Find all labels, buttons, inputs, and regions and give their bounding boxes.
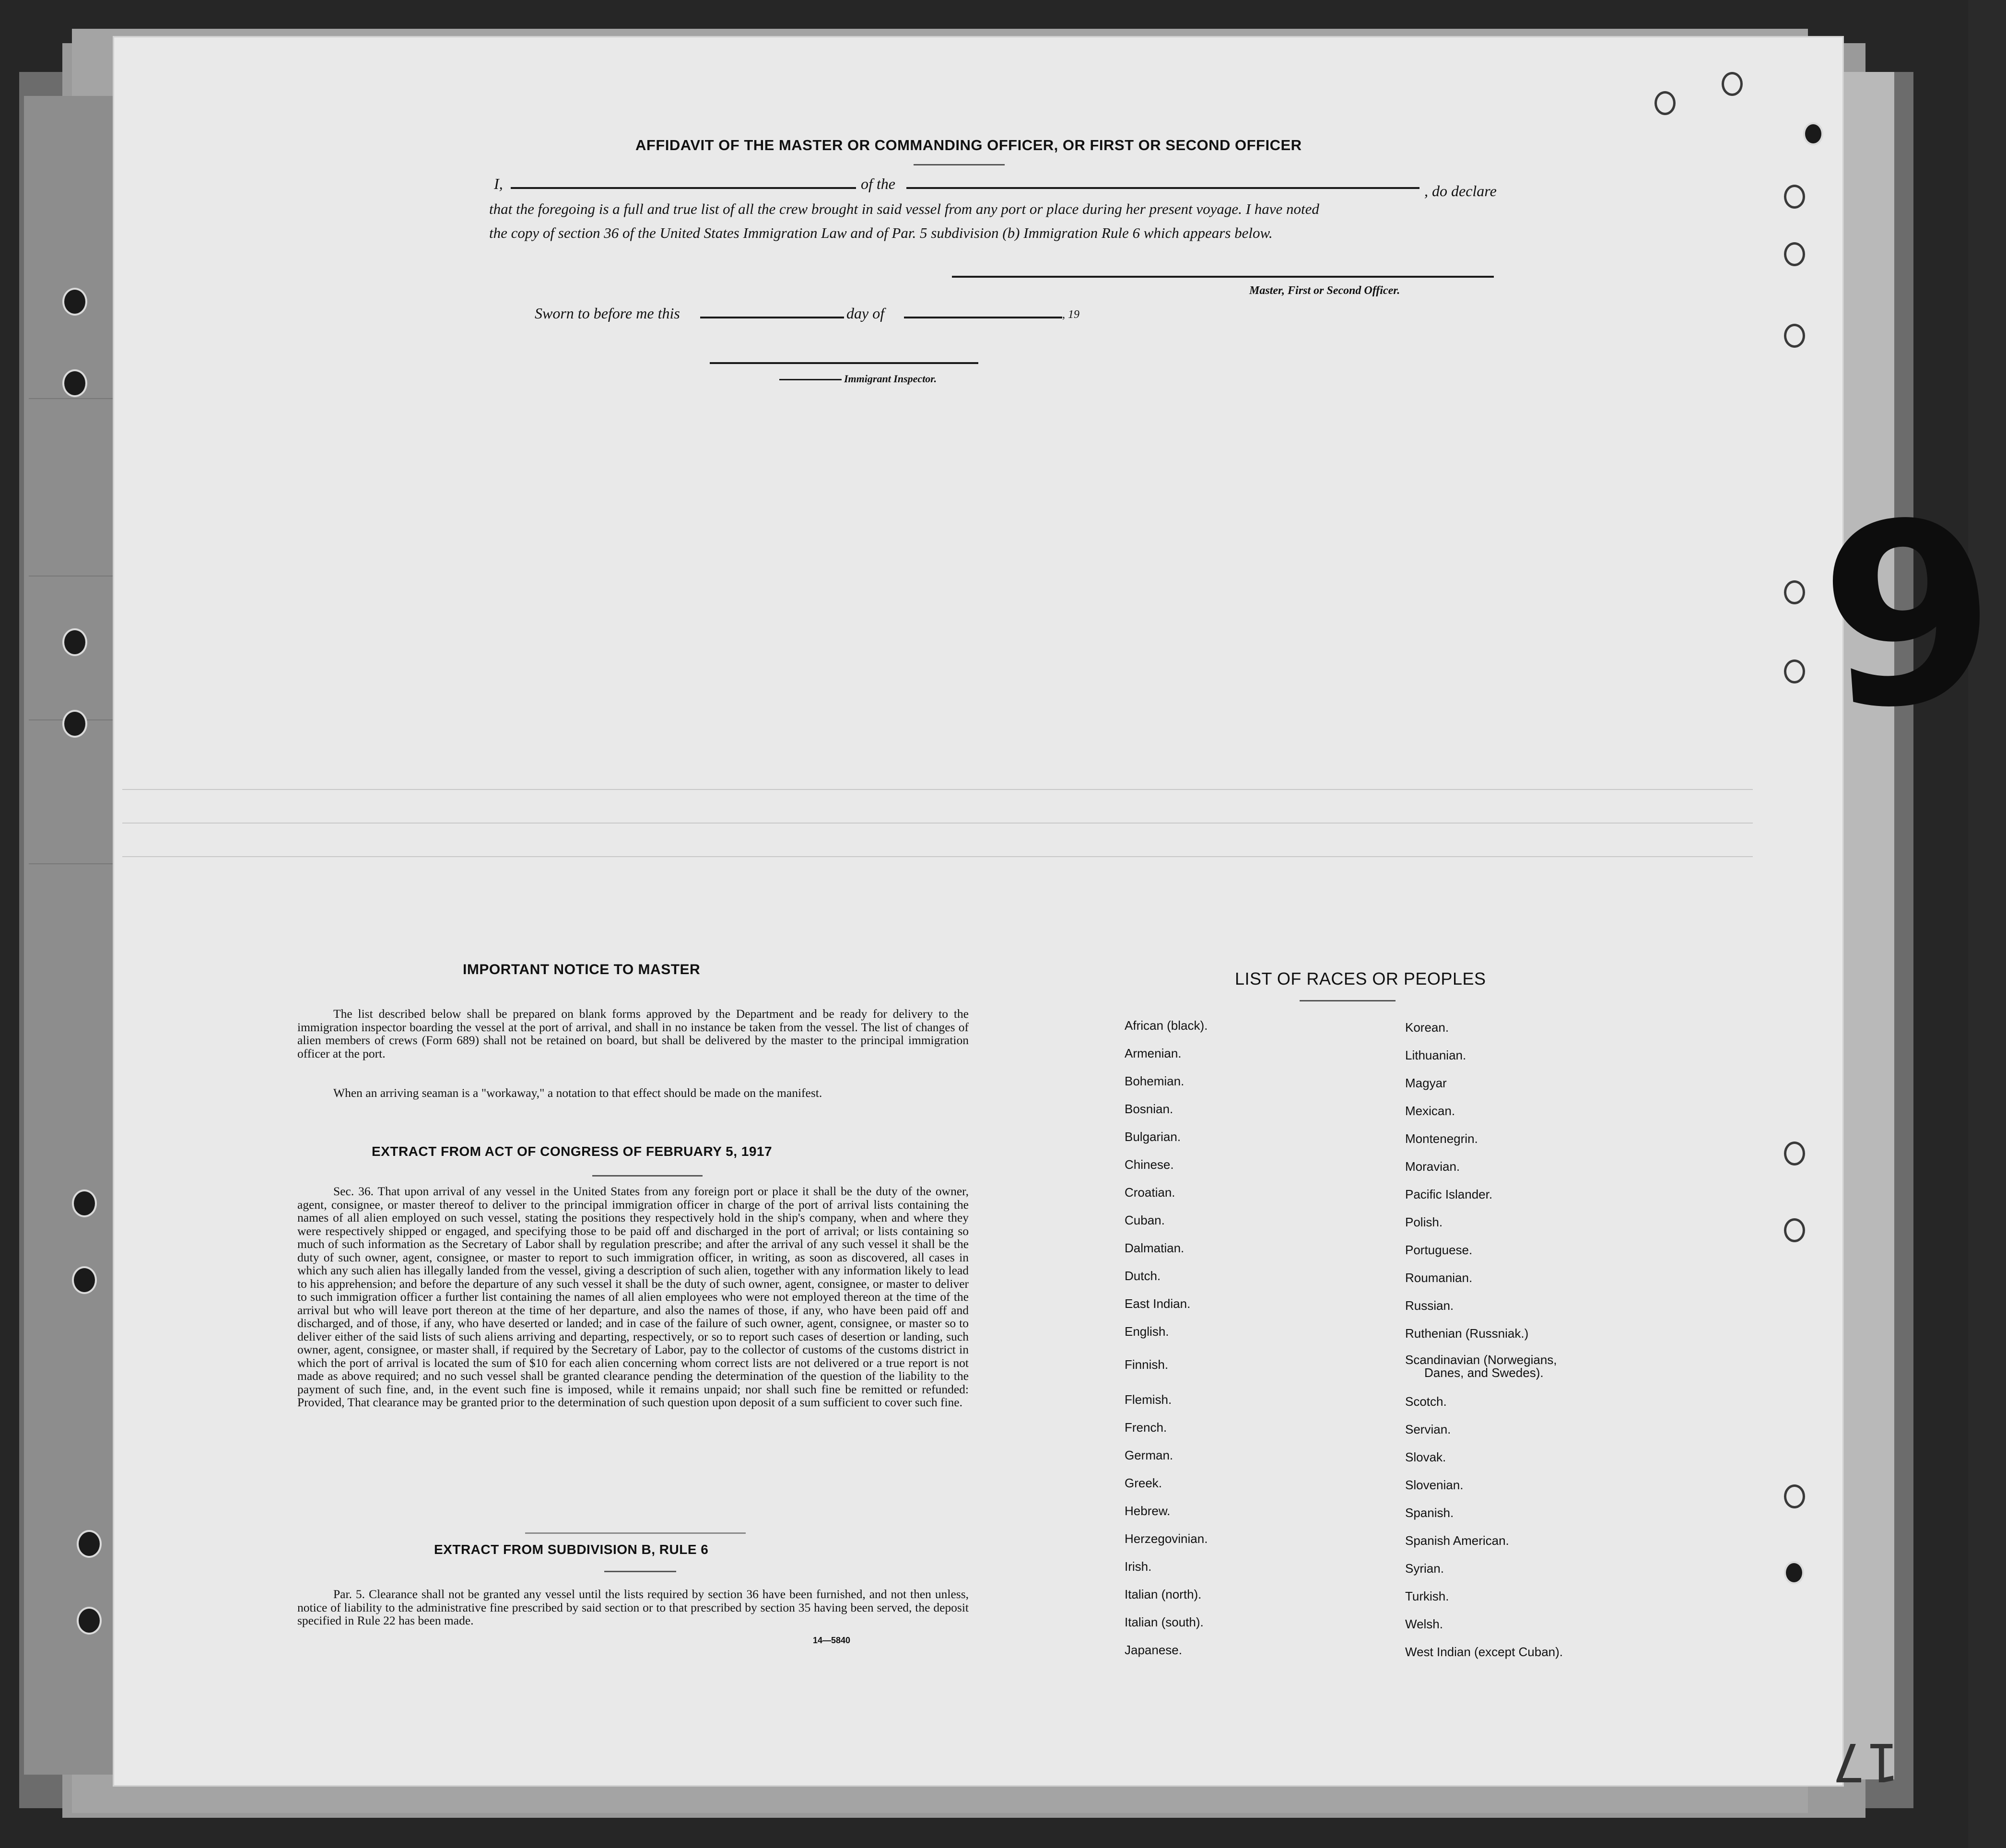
race-right-item: Welsh.	[1405, 1617, 1443, 1631]
extract-rule	[604, 1571, 676, 1572]
binder-hole	[62, 369, 87, 397]
binder-hole	[77, 1530, 102, 1558]
punch-hole	[1784, 242, 1805, 266]
race-right-item: Moravian.	[1405, 1159, 1460, 1174]
signature-line[interactable]	[952, 276, 1494, 278]
race-left-item: Armenian.	[1125, 1046, 1182, 1060]
binder-hole	[77, 1607, 102, 1635]
binder-hole	[62, 288, 87, 316]
race-left-item: English.	[1125, 1324, 1169, 1339]
race-right-item: Slovak.	[1405, 1450, 1446, 1464]
ledger-line	[29, 576, 113, 577]
binder-hole	[72, 1266, 97, 1294]
punch-hole	[1784, 1484, 1805, 1508]
punch-hole	[1654, 91, 1676, 115]
race-left-item: African (black).	[1125, 1018, 1208, 1033]
race-left-item: German.	[1125, 1448, 1173, 1462]
punch-hole	[1784, 185, 1805, 209]
race-right-item: Korean.	[1405, 1020, 1449, 1035]
races-rule	[1300, 1000, 1396, 1001]
race-left-item: Dutch.	[1125, 1269, 1161, 1283]
punch-hole	[1784, 1142, 1805, 1165]
race-right-item: Magyar	[1405, 1076, 1447, 1090]
punch-hole	[1784, 1218, 1805, 1242]
notice-title: IMPORTANT NOTICE TO MASTER	[463, 962, 701, 977]
notice-paragraph-1: The list described below shall be prepared on blank forms approved by the Department and be ready for delivery to the immigration inspector boarding the vessel at the port of arrival, and shall in no instance be taken from the vessel. The list of changes of alien members of crews (Form 689) shall not be retained on board, but shall be delivered by the master to the principal immigration officer at the port.	[297, 1007, 969, 1060]
race-right-item: West Indian (except Cuban).	[1405, 1645, 1563, 1659]
race-right-item: Portuguese.	[1405, 1243, 1473, 1257]
race-left-item: East Indian.	[1125, 1296, 1191, 1311]
race-left-item: Croatian.	[1125, 1185, 1175, 1200]
bleed-through-line	[122, 856, 1753, 857]
day-of-text: day of	[846, 305, 885, 322]
race-left-item: Chinese.	[1125, 1157, 1174, 1172]
race-left-item: Finnish.	[1125, 1357, 1169, 1372]
race-right-item: Spanish.	[1405, 1506, 1454, 1520]
race-right-item: Danes, and Swedes).	[1424, 1365, 1544, 1380]
sworn-text: Sworn to before me this	[535, 305, 680, 322]
name-blank[interactable]	[511, 187, 856, 189]
race-right-item: Russian.	[1405, 1298, 1454, 1313]
extract-rule	[592, 1175, 703, 1177]
race-left-item: Italian (south).	[1125, 1615, 1204, 1629]
affidavit-do-declare: , do declare	[1424, 182, 1497, 200]
document-page	[113, 36, 1844, 1787]
race-left-item: Japanese.	[1125, 1643, 1182, 1657]
inspector-dash	[779, 379, 842, 380]
affidavit-title: AFFIDAVIT OF THE MASTER OR COMMANDING OFFICER, OR FIRST OR SECOND OFFICER	[635, 137, 1302, 153]
punch-hole	[1722, 72, 1743, 96]
inspector-label: Immigrant Inspector.	[844, 373, 937, 385]
race-right-item: Syrian.	[1405, 1561, 1444, 1576]
race-right-item: Mexican.	[1405, 1104, 1455, 1118]
race-right-item: Spanish American.	[1405, 1533, 1509, 1548]
binder-hole	[72, 1189, 97, 1217]
vessel-blank[interactable]	[906, 187, 1419, 189]
ledger-line	[29, 398, 113, 399]
race-right-item: Polish.	[1405, 1215, 1443, 1229]
punch-hole	[1803, 122, 1823, 145]
race-right-item: Scandinavian (Norwegians,	[1405, 1353, 1557, 1367]
punch-hole	[1784, 324, 1805, 348]
race-left-item: Bohemian.	[1125, 1074, 1185, 1088]
race-right-item: Slovenian.	[1405, 1478, 1464, 1492]
race-right-item: Turkish.	[1405, 1589, 1449, 1603]
handwritten-corner-mark: 17	[1832, 1731, 1899, 1793]
notice-paragraph-2: When an arriving seaman is a "workaway," a notation to that effect should be made on the manifest.	[333, 1086, 822, 1100]
binding-strip	[24, 96, 115, 1775]
binder-hole	[62, 628, 87, 656]
race-left-item: Italian (north).	[1125, 1587, 1202, 1601]
punch-hole	[1784, 1561, 1804, 1584]
signature-label: Master, First or Second Officer.	[1249, 284, 1400, 297]
race-left-item: Bulgarian.	[1125, 1130, 1181, 1144]
month-blank[interactable]	[904, 317, 1062, 318]
inspector-signature-line[interactable]	[710, 362, 978, 364]
section-36-text: Sec. 36. That upon arrival of any vessel in the United States from any foreign port or place it shall be the duty of the owner, agent, consignee, or master thereof to deliver to the principal immigration officer in charge of the port of arrival lists containing the names of all alien employed on such vessel, stating the positions they respectively hold in the ship's company, when and where they were respectively shipped or engaged, and specifying those to be paid off and discharged in the port of arrival; or lists containing so much of such information as the Secretary of Labor shall by regulation prescribe; and after the arrival of any such vessel it shall be the duty of such owner, agent, consignee, or master to report to such immigration officer, in writing, as soon as discovered, all cases in which any such alien has illegally landed from the vessel, giving a description of such alien, together with any information likely to lead to his apprehension; and before the departure of any such vessel it shall be the duty of such owner, agent, consignee, or master to deliver to such immigration officer a further list containing the names of all alien employees who were not employed thereon at the time of the arrival but who will leave port thereon at the time of her departure, and also the names of those, if any, who have been paid off and discharged, and of those, if any, who have deserted or landed; and in case of the failure of such owner, agent, consignee, or master so to deliver either of the said lists of such aliens arriving and departing, respectively, or so to report such cases of desertion or landing, such owner, agent, consignee, or master shall, if required by the Secretary of Labor, pay to the collector of customs of the customs district in which the port of arrival is located the sum of $10 for each alien concerning whom correct lists are not delivered or a true report is not made as above required; and no such vessel shall be granted clearance pending the determination of the question of the liability to the payment of such fine, and, in the event such fine is imposed, while it remains unpaid; nor shall such fine be remitted or refunded: Provided, That clearance may be granted prior to the determination of such question upon deposit of a sum sufficient to cover such fine.	[297, 1184, 969, 1409]
paragraph-5-text: Par. 5. Clearance shall not be granted any vessel until the lists required by section 36 have been furnished, and not then unless, notice of liability to the administrative fine prescribed by said section or to that prescribed by section 35 having been served, the deposit specified in Rule 22 has been made.	[297, 1587, 969, 1627]
form-number: 14—5840	[813, 1636, 851, 1645]
title-rule	[914, 164, 1005, 165]
race-left-item: Herzegovinian.	[1125, 1531, 1208, 1546]
race-left-item: Bosnian.	[1125, 1102, 1173, 1116]
bleed-through-line	[122, 789, 1753, 790]
affidavit-line3: the copy of section 36 of the United States Immigration Law and of Par. 5 subdivision (b) Immigration Rule 6 which appears below.	[489, 224, 1273, 241]
race-left-item: Hebrew.	[1125, 1504, 1171, 1518]
race-right-item: Scotch.	[1405, 1394, 1447, 1409]
race-right-item: Ruthenian (Russniak.)	[1405, 1326, 1529, 1341]
ledger-line	[29, 863, 113, 864]
race-right-item: Pacific Islander.	[1405, 1187, 1493, 1201]
race-right-item: Servian.	[1405, 1422, 1451, 1436]
race-right-item: Lithuanian.	[1405, 1048, 1466, 1062]
race-right-item: Roumanian.	[1405, 1271, 1473, 1285]
punch-hole	[1784, 580, 1805, 604]
race-left-item: Dalmatian.	[1125, 1241, 1185, 1255]
bleed-through-line	[122, 823, 1753, 824]
punch-hole	[1784, 659, 1805, 683]
races-title: LIST OF RACES OR PEOPLES	[1235, 969, 1486, 989]
affidavit-of-the: of the	[861, 175, 895, 192]
extract-act-title: EXTRACT FROM ACT OF CONGRESS OF FEBRUARY 5, 1917	[372, 1144, 773, 1159]
affidavit-i: I,	[494, 175, 503, 192]
affidavit-line2: that the foregoing is a full and true list of all the crew brought in said vessel from any port or place during her present voyage. I have noted	[489, 200, 1319, 217]
race-right-item: Montenegrin.	[1405, 1131, 1478, 1146]
handwritten-mark: 9	[1812, 464, 2006, 766]
binder-hole	[62, 710, 87, 738]
race-left-item: Flemish.	[1125, 1392, 1172, 1407]
extract-rule	[525, 1532, 746, 1534]
extract-rule-title: EXTRACT FROM SUBDIVISION B, RULE 6	[434, 1542, 709, 1557]
race-left-item: Irish.	[1125, 1559, 1152, 1574]
year-prefix: , 19	[1062, 308, 1079, 321]
day-blank[interactable]	[700, 317, 844, 318]
race-left-item: Greek.	[1125, 1476, 1162, 1490]
race-left-item: Cuban.	[1125, 1213, 1165, 1227]
race-left-item: French.	[1125, 1420, 1167, 1435]
